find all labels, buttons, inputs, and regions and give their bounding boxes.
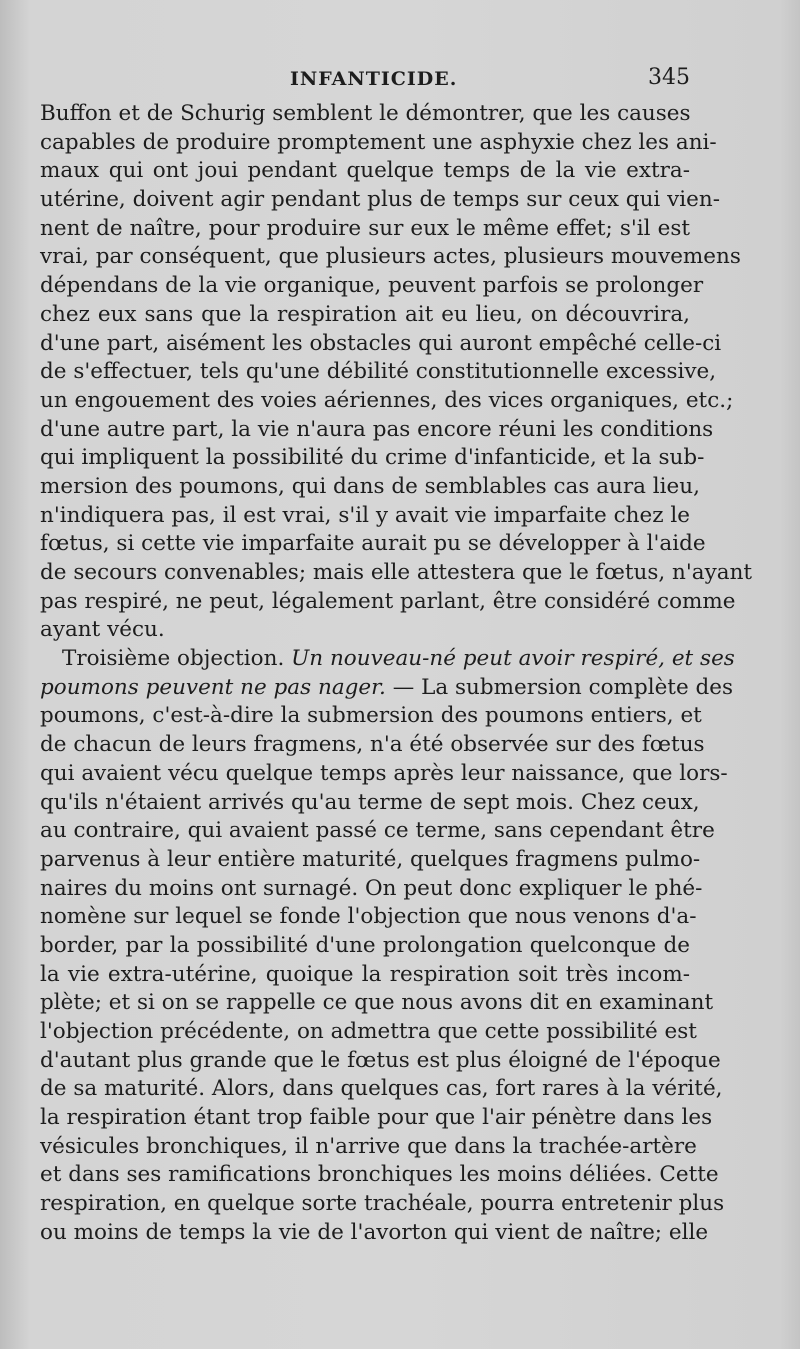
text-line: qui impliquent la possibilité du crime d'infanticide, et la sub- bbox=[40, 445, 705, 471]
text-line: pas respiré, ne peut, légalement parlant, être considéré comme bbox=[40, 588, 736, 614]
text-line: de sa maturité. Alors, dans quelques cas, fort rares à la vérité, bbox=[40, 1076, 723, 1102]
text-line: d'une autre part, la vie n'aura pas encore réuni les conditions bbox=[40, 416, 714, 442]
text-line: respiration, en quelque sorte trachéale, pourra entretenir plus bbox=[40, 1191, 725, 1217]
text-line bbox=[40, 674, 734, 703]
text-line: de s'effectuer, tels qu'une débilité constitutionnelle excessive, bbox=[40, 359, 717, 385]
objection-statement-cont: poumons peuvent ne pas nager. bbox=[40, 674, 386, 700]
text-line: utérine, doivent agir pendant plus de temps sur ceux qui vien- bbox=[40, 187, 720, 213]
text-line: ou moins de temps la vie de l'avorton qui vient de naître; elle bbox=[40, 1219, 709, 1245]
text-line: au contraire, qui avaient passé ce terme, sans cependant être bbox=[40, 818, 715, 844]
text-line: d'une part, aisément les obstacles qui auront empêché celle-ci bbox=[40, 330, 722, 356]
text-line: ayant vécu. bbox=[40, 617, 165, 643]
text-line: parvenus à leur entière maturité, quelques fragmens pulmo- bbox=[40, 846, 701, 872]
text-line: l'objection précédente, on admettra que cette possibilité est bbox=[40, 1019, 697, 1044]
paragraph-2 bbox=[40, 645, 735, 1247]
text-line: et dans ses ramifications bronchiques les moins déliées. Cette bbox=[40, 1162, 719, 1188]
text-line: n'indiquera pas, il est vrai, s'il y avait vie imparfaite chez le bbox=[40, 502, 690, 528]
text-line: la vie extra-utérine, quoique la respiration soit très incom- bbox=[40, 961, 690, 987]
text-line: capables de produire promptement une asphyxie chez les ani- bbox=[40, 129, 717, 155]
text-line: nomène sur lequel se fonde l'objection que nous venons d'a- bbox=[40, 904, 697, 930]
text-line: maux qui ont joui pendant quelque temps de la vie extra- bbox=[40, 158, 690, 184]
text-line: naires du moins ont surnagé. On peut donc expliquer le phé- bbox=[40, 875, 703, 901]
text-line: vrai, par conséquent, que plusieurs actes, plusieurs mouvemens bbox=[40, 244, 741, 270]
objection-heading: Troisième objection. bbox=[62, 646, 285, 672]
text-line: qui avaient vécu quelque temps après leur naissance, que lors- bbox=[40, 760, 728, 786]
text-line: nent de naître, pour produire sur eux le même effet; s'il est bbox=[40, 215, 690, 241]
text-line: un engouement des voies aériennes, des vices organiques, etc.; bbox=[40, 387, 734, 413]
text-line: qu'ils n'étaient arrivés qu'au terme de sept mois. Chez ceux, bbox=[40, 789, 700, 815]
page-header bbox=[40, 62, 690, 98]
text-line: la respiration étant trop faible pour que l'air pénètre dans les bbox=[40, 1105, 713, 1131]
text-line: dépendans de la vie organique, peuvent parfois se prolonger bbox=[40, 273, 704, 299]
text-line: fœtus, si cette vie imparfaite aurait pu se développer à l'aide bbox=[40, 531, 706, 557]
text-line: chez eux sans que la respiration ait eu lieu, on découvrira, bbox=[40, 301, 690, 327]
text-line: plète; et si on se rappelle ce que nous avons dit en examinant bbox=[40, 990, 714, 1016]
text-line: Buffon et de Schurig semblent le démontrer, que les causes bbox=[40, 101, 691, 126]
text-line: de secours convenables; mais elle attestera que le fœtus, n'ayant bbox=[40, 560, 753, 585]
objection-statement: Un nouveau-né peut avoir respiré, et ses bbox=[291, 646, 735, 672]
text-line bbox=[40, 645, 735, 674]
page-number: 345 bbox=[648, 65, 690, 90]
paragraph-1 bbox=[40, 100, 753, 645]
text-line: d'autant plus grande que le fœtus est plus éloigné de l'époque bbox=[40, 1047, 721, 1073]
text-run: — La submersion complète des bbox=[392, 674, 734, 700]
page-body bbox=[40, 100, 753, 1248]
text-line: poumons, c'est-à-dire la submersion des poumons entiers, et bbox=[40, 703, 702, 729]
text-line: vésicules bronchiques, il n'arrive que dans la trachée-artère bbox=[40, 1133, 697, 1159]
text-line: de chacun de leurs fragmens, n'a été observée sur des fœtus bbox=[40, 732, 705, 758]
text-line: border, par la possibilité d'une prolongation quelconque de bbox=[40, 932, 690, 958]
text-line: mersion des poumons, qui dans de semblables cas aura lieu, bbox=[40, 473, 700, 499]
running-title: INFANTICIDE. bbox=[290, 68, 458, 90]
